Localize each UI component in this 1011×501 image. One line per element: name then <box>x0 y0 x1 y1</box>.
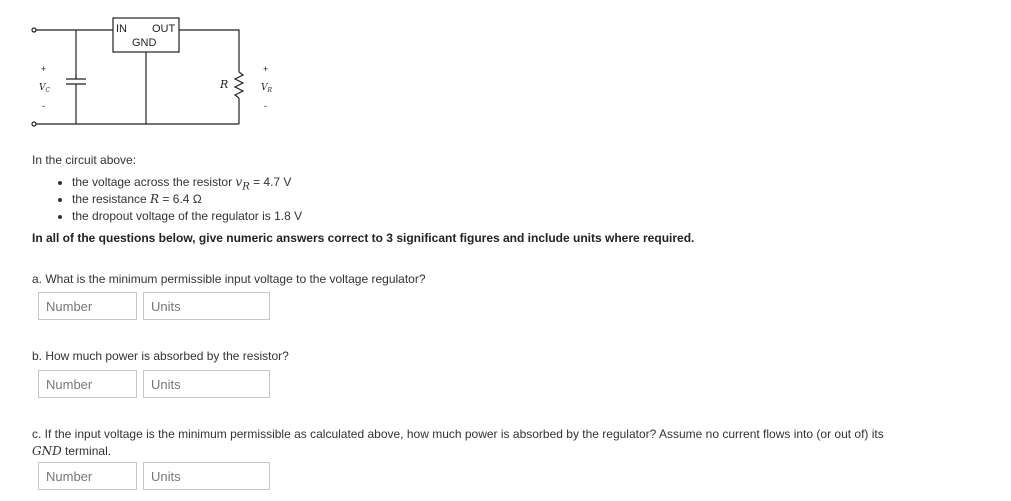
vc-minus: - <box>42 101 45 111</box>
terminal-bottom <box>32 122 36 126</box>
instruction-text: In all of the questions below, give numeric answers correct to 3 significant figures and include units where required. <box>32 231 695 245</box>
vc-plus: + <box>41 64 47 74</box>
question-b: b. How much power is absorbed by the resistor? <box>32 349 289 363</box>
intro-text: In the circuit above: <box>32 153 137 167</box>
wire-top-right <box>179 30 239 72</box>
given-values-list <box>32 174 302 225</box>
label-in: IN <box>116 23 127 35</box>
answer-c-units-input[interactable] <box>143 462 270 490</box>
vr-plus: + <box>263 64 269 74</box>
list-item: • the dropout voltage of the regulator is 1.8 V <box>72 208 302 225</box>
list-item: • the resistance R = 6.4 Ω <box>72 191 302 208</box>
answer-a-number-input[interactable] <box>38 292 137 320</box>
answer-b-number-input[interactable] <box>38 370 137 398</box>
answer-b-units-input[interactable] <box>143 370 270 398</box>
circuit-diagram <box>28 10 288 132</box>
resistor-r <box>235 72 243 98</box>
terminal-top <box>32 28 36 32</box>
label-out: OUT <box>152 23 176 35</box>
question-c: c. If the input voltage is the minimum permissible as calculated above, how much power is absorbed by the regulator? Assume no current flows into (or out of) its GND terminal. <box>32 427 884 458</box>
label-gnd: GND <box>132 37 157 49</box>
vr-minus: - <box>264 101 267 111</box>
question-a: a. What is the minimum permissible input voltage to the voltage regulator? <box>32 272 426 286</box>
answer-a-units-input[interactable] <box>143 292 270 320</box>
answer-c-number-input[interactable] <box>38 462 137 490</box>
r-label: R <box>220 78 229 91</box>
vc-label: $V_C$ <box>39 83 51 94</box>
vr-label: $V_R$ <box>261 83 273 94</box>
list-item: • the voltage across the resistor $v_R = 4.7$ V <box>72 174 302 191</box>
